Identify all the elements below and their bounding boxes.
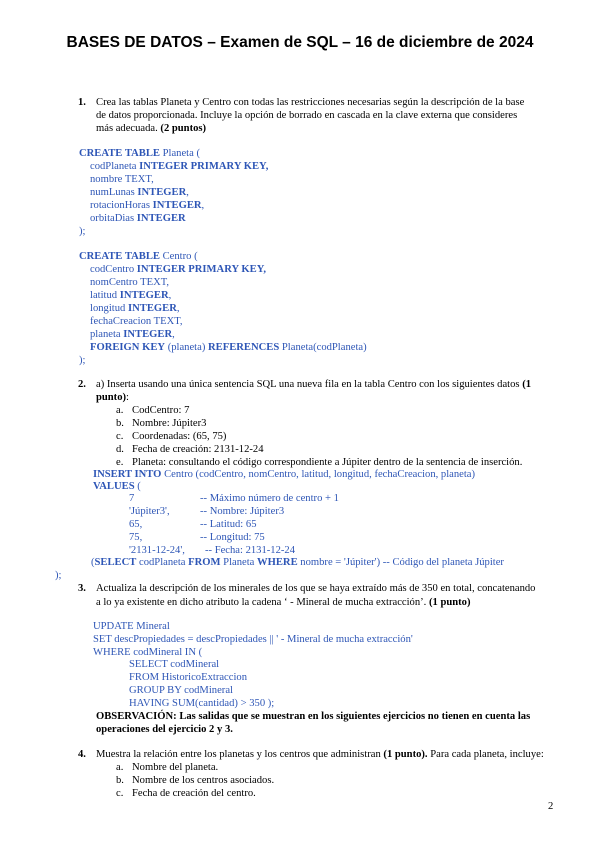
centro-col-nomcentro: nomCentro TEXT, [90, 277, 170, 288]
list-item: Coordenadas: (65, 75) [132, 431, 227, 442]
page-title: BASES DE DATOS – Examen de SQL – 16 de diciembre de 2024 [66, 34, 534, 51]
value-comment: -- Latitud: 65 [200, 519, 257, 530]
question-4-number: 4. [78, 749, 86, 760]
code-line: UPDATE Mineral [93, 621, 170, 632]
create-centro-close: ); [79, 355, 86, 366]
list-item-marker: b. [116, 418, 124, 429]
question-3-number: 3. [78, 583, 86, 594]
observation-line-1: OBSERVACIÓN: Las salidas que se muestran en los siguientes ejercicios no tienen en cuenta las [96, 711, 531, 722]
values-line: VALUES ( [93, 481, 141, 492]
planeta-col-nombre: nombre TEXT, [90, 174, 154, 185]
value-item: 'Júpiter3', [129, 506, 170, 517]
planeta-col-rotacionhoras: rotacionHoras INTEGER, [90, 200, 205, 211]
value-item: 7 [129, 493, 135, 504]
planeta-col-numlunas: numLunas INTEGER, [90, 187, 189, 198]
create-planeta-line: CREATE TABLE Planeta ( [79, 148, 200, 159]
planeta-col-codplaneta: codPlaneta INTEGER PRIMARY KEY, [90, 161, 269, 172]
list-item-marker: e. [116, 457, 124, 468]
create-planeta-close: ); [79, 226, 86, 237]
code-line: SELECT codMineral [129, 659, 220, 670]
list-item-marker: a. [116, 405, 124, 416]
centro-col-fechacreacion: fechaCreacion TEXT, [90, 316, 183, 327]
centro-foreign-key: FOREIGN KEY (planeta) REFERENCES Planeta(codPlaneta) [90, 342, 367, 353]
list-item-marker: c. [116, 788, 124, 799]
question-2-number: 2. [78, 379, 86, 390]
list-item: CodCentro: 7 [132, 405, 190, 416]
subquery-line: (SELECT codPlaneta FROM Planeta WHERE nombre = 'Júpiter') -- Código del planeta Júpiter [91, 557, 504, 568]
question-2-points: (1 [522, 379, 532, 390]
code-line: SET descPropiedades = descPropiedades || ' - Mineral de mucha extracción' [93, 634, 413, 645]
centro-col-planeta: planeta INTEGER, [90, 329, 175, 340]
code-line: HAVING SUM(cantidad) > 350 ); [129, 698, 275, 709]
list-item: Nombre de los centros asociados. [132, 775, 275, 786]
question-4-text-line-1: Muestra la relación entre los planetas y los centros que administran (1 punto). Para cada planeta, incluye: [96, 749, 544, 760]
insert-close: ); [55, 570, 62, 581]
observation-line-2: operaciones del ejercicio 2 y 3. [96, 724, 233, 735]
centro-col-codcentro: codCentro INTEGER PRIMARY KEY, [90, 264, 267, 275]
code-line: FROM HistoricoExtraccion [129, 672, 247, 683]
question-1-text-line-2: de datos proporcionada. Incluye la opción de borrado en cascada en la clave externa que consideres [96, 110, 518, 121]
value-item: '2131-12-24', [129, 545, 185, 556]
question-3-points: (1 punto) [428, 597, 471, 608]
question-3-text-line-1: Actualiza la descripción de los minerales de los que se haya extraído más de 350 en total, concatenando [96, 583, 536, 594]
code-line: GROUP BY codMineral [129, 685, 233, 696]
list-item: Nombre: Júpiter3 [132, 418, 207, 429]
centro-col-latitud: latitud INTEGER, [90, 290, 172, 301]
value-comment: -- Nombre: Júpiter3 [200, 506, 285, 517]
value-comment: -- Fecha: 2131-12-24 [205, 545, 296, 556]
code-line: WHERE codMineral IN ( [93, 647, 203, 658]
list-item: Fecha de creación del centro. [132, 788, 256, 799]
question-4-points: (1 punto). [383, 749, 428, 760]
question-1-points: (2 puntos) [160, 123, 207, 134]
list-item-marker: d. [116, 444, 124, 455]
create-centro-line: CREATE TABLE Centro ( [79, 251, 198, 262]
list-item: Planeta: consultando el código correspondiente a Júpiter dentro de la sentencia de inserción. [132, 457, 523, 468]
value-comment: -- Longitud: 75 [200, 532, 265, 543]
list-item-marker: c. [116, 431, 124, 442]
value-item: 75, [129, 532, 143, 543]
planeta-col-orbitadias: orbitaDias INTEGER [90, 213, 186, 224]
page-number: 2 [548, 801, 554, 812]
list-item-marker: b. [116, 775, 124, 786]
question-2-text-line-2: punto): [96, 392, 129, 403]
insert-into-line: INSERT INTO Centro (codCentro, nomCentro, latitud, longitud, fechaCreacion, planeta) [93, 469, 476, 480]
list-item: Nombre del planeta. [132, 762, 219, 773]
question-3-text-line-2: a lo ya existente en dicho atributo la cadena ‘ - Mineral de mucha extracción’. (1 punto) [96, 597, 471, 608]
question-1-text-line-3: más adecuada. (2 puntos) [96, 123, 207, 134]
list-item-marker: a. [116, 762, 124, 773]
value-comment: -- Máximo número de centro + 1 [200, 493, 339, 504]
value-item: 65, [129, 519, 143, 530]
centro-col-longitud: longitud INTEGER, [90, 303, 180, 314]
question-1-text-line-1: Crea las tablas Planeta y Centro con todas las restricciones necesarias según la descripción de la base [96, 97, 525, 108]
list-item: Fecha de creación: 2131-12-24 [132, 444, 264, 455]
question-1-number: 1. [78, 97, 86, 108]
question-2-text-line-1: a) Inserta usando una única sentencia SQL una nueva fila en la tabla Centro con los siguientes datos (1 [96, 379, 532, 390]
